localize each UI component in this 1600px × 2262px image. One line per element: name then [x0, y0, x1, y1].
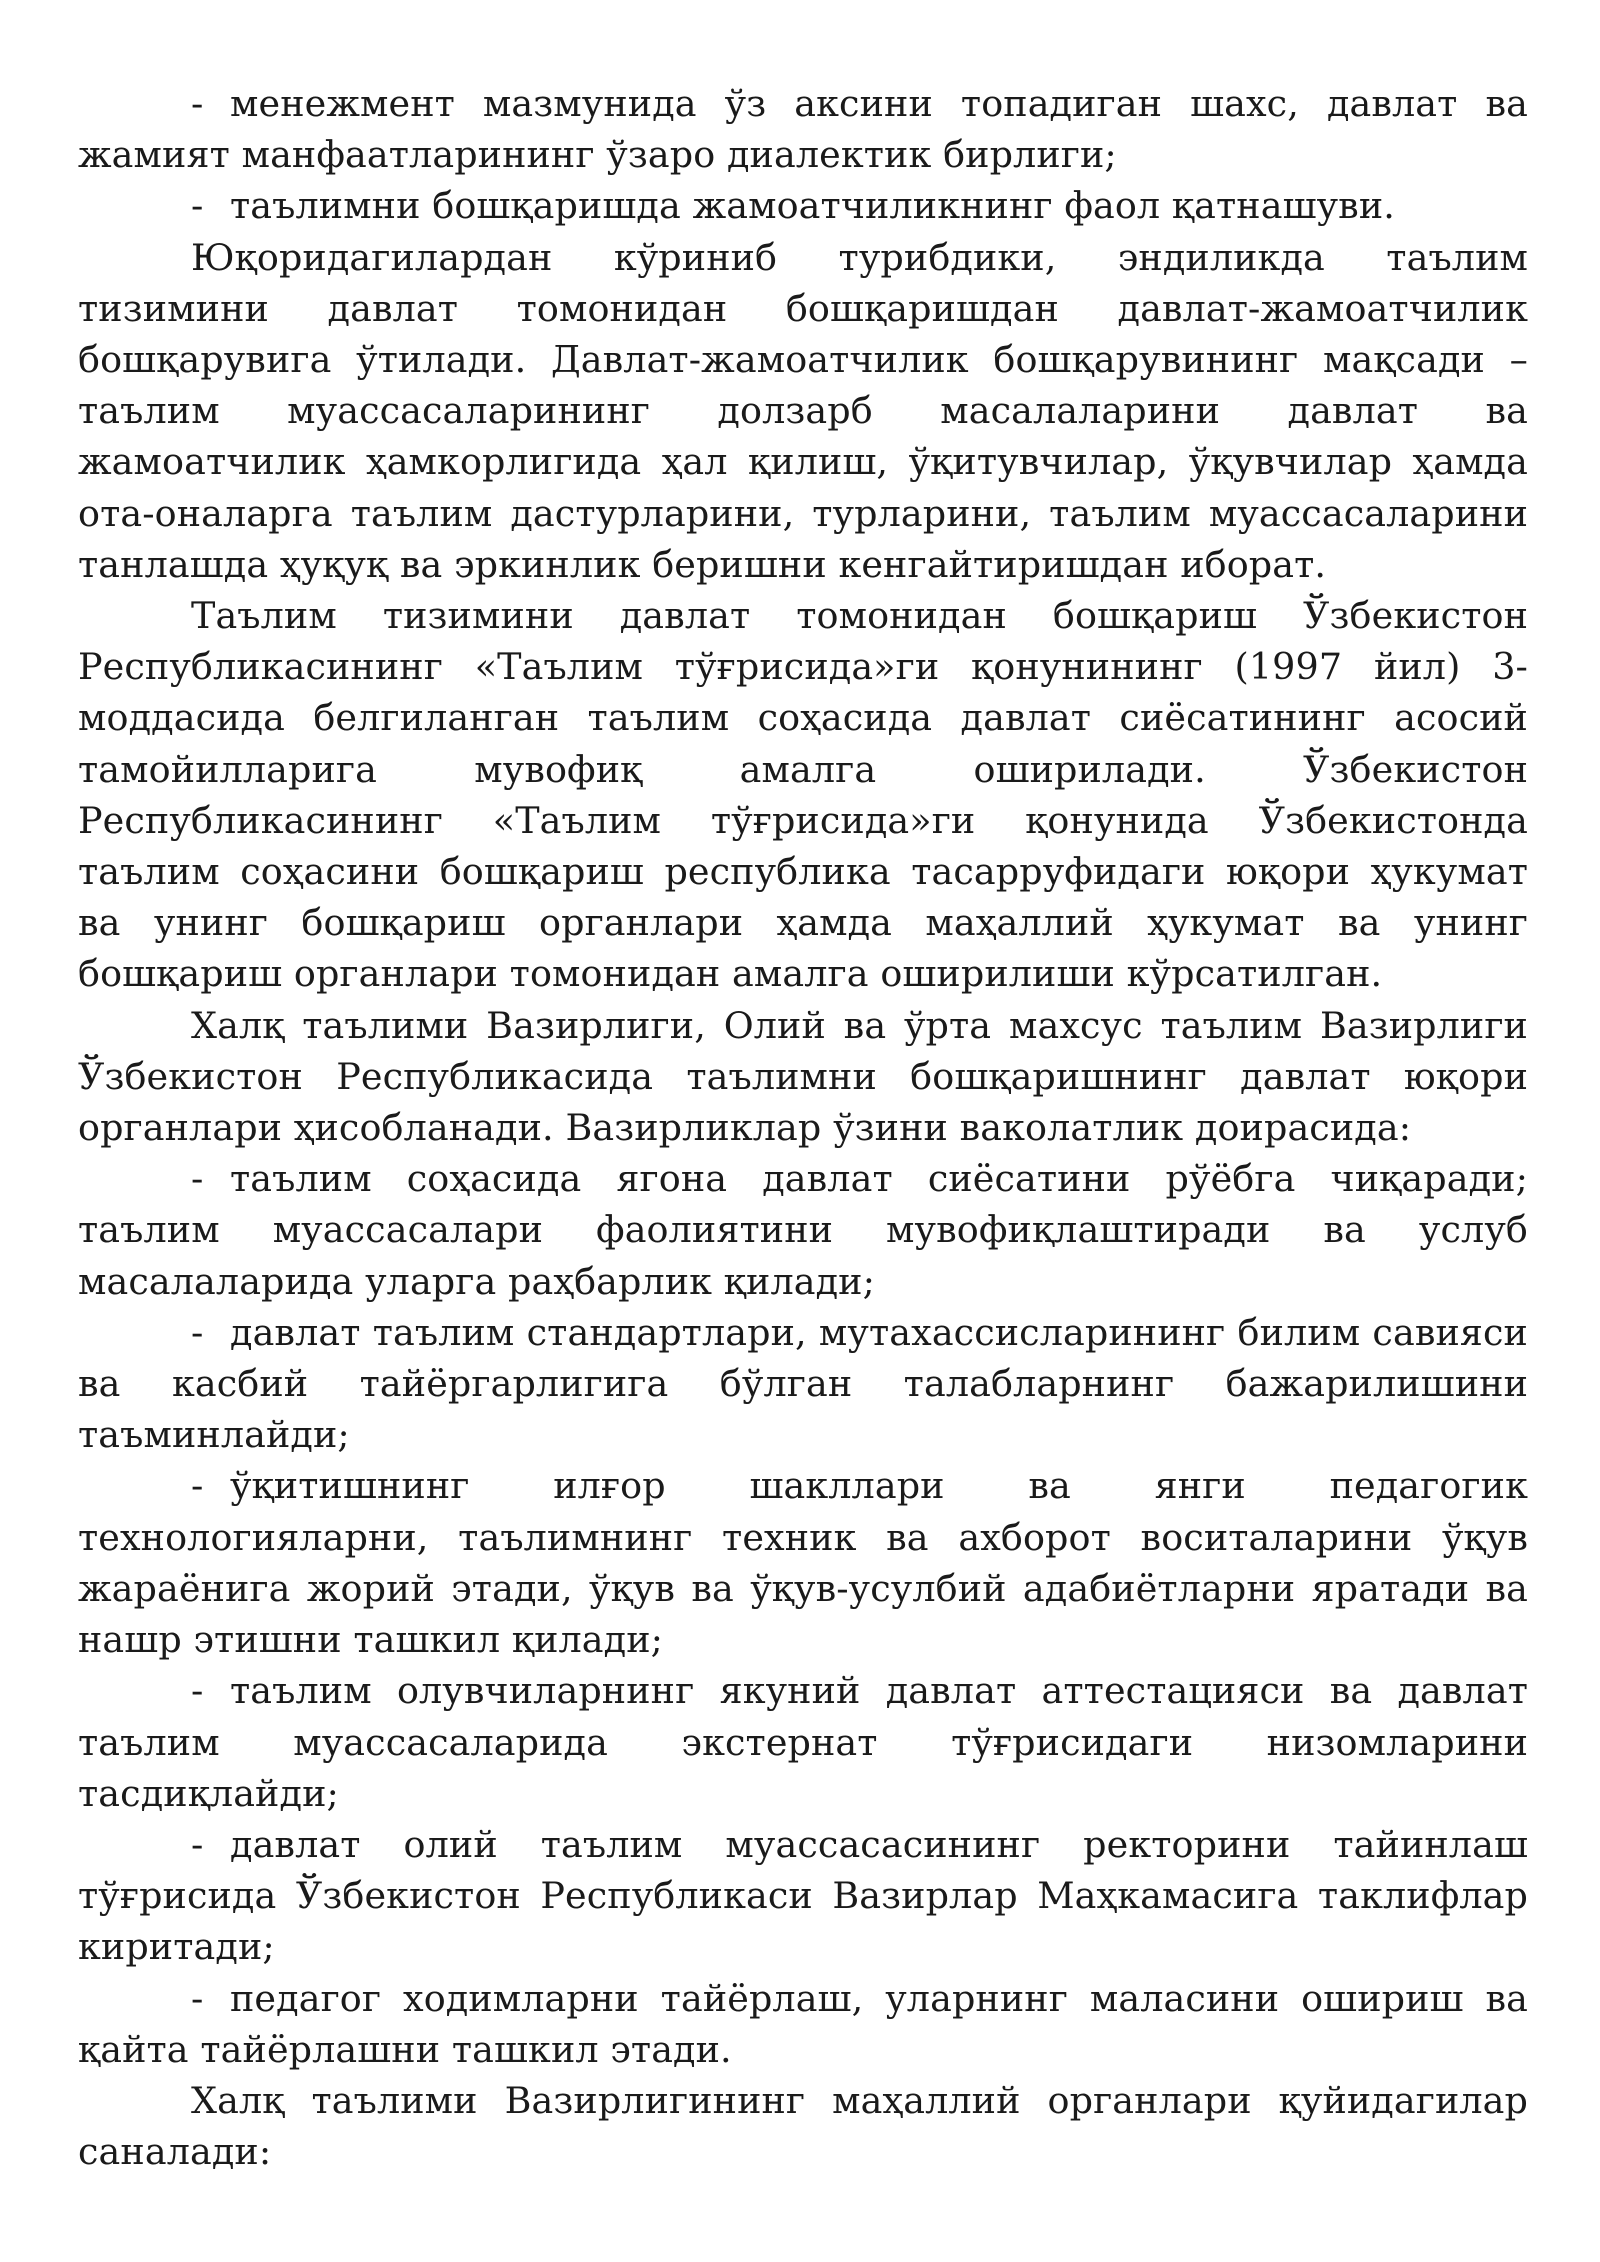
bullet-text: педагог ходимларни тайёрлаш, уларнинг маласини ошириш ва қайта тайёрлашни ташкил этади.	[78, 1976, 1528, 2071]
bullet-item	[78, 1153, 1528, 1307]
bullet-dash: -	[191, 1669, 204, 1713]
bullet-dash: -	[191, 1464, 204, 1508]
bullet-item	[78, 78, 1528, 180]
bullet-dash: -	[191, 1976, 204, 2020]
bullet-dash: -	[191, 1157, 204, 1201]
bullet-item	[78, 1973, 1528, 2075]
paragraph: Халқ таълими Вазирлиги, Олий ва ўрта махсус таълим Вазирлиги Ўзбекистон Республикасида таълимни бошқаришнинг давлат юқори органлари ҳисобланади. Вазирликлар ўзини ваколатлик доирасида:	[78, 1003, 1528, 1150]
bullet-item	[78, 1819, 1528, 1973]
bullet-item	[78, 1665, 1528, 1819]
bullet-text: давлат олий таълим муассасасининг ректорини тайинлаш тўғрисида Ўзбекистон Республикаси Вазирлар Маҳкамасига таклифлар киритади;	[78, 1822, 1528, 1969]
bullet-text: таълимни бошқаришда жамоатчиликнинг фаол қатнашуви.	[230, 184, 1395, 228]
bullet-dash: -	[191, 184, 204, 228]
bullet-item	[78, 1460, 1528, 1665]
bullet-dash: -	[191, 1310, 204, 1354]
bullet-text: ўқитишнинг илғор шакллари ва янги педагогик технологияларни, таълимнинг техник ва ахборот воситаларини ўқув жараёнига жорий этади, ўқув ва ўқув-усулбий адабиётларни яратади ва нашр этишни ташкил қилади;	[78, 1464, 1528, 1662]
bullet-item	[78, 1307, 1528, 1461]
bullet-text: таълим соҳасида ягона давлат сиёсатини рўёбга чиқаради; таълим муассасалари фаолиятини мувофиқлаштиради ва услуб масалаларида уларга раҳбарлик қилади;	[78, 1157, 1528, 1303]
bullet-dash: -	[191, 82, 204, 125]
bullet-dash: -	[191, 1822, 204, 1866]
bullet-text: менежмент мазмунида ўз аксини топадиган шахс, давлат ва жамият манфаатларининг ўзаро диалектик бирлиги;	[78, 82, 1528, 177]
bullet-item	[78, 180, 1528, 231]
bullet-text: давлат таълим стандартлари, мутахассисларининг билим савияси ва касбий тайёргарлигига бўлган талабларнинг бажарилишини таъминлайди;	[78, 1310, 1528, 1457]
paragraph: Таълим тизимини давлат томонидан бошқариш Ўзбекистон Республикасининг «Таълим тўғрисида»ги қонунининг (1997 йил) 3-моддасида белгиланган таълим соҳасида давлат сиёсатининг асосий тамойилларига мувофиқ амалга оширилади. Ўзбекистон Республикасининг «Таълим тўғрисида»ги қонунида Ўзбекистонда таълим соҳасини бошқариш республика тасарруфидаги юқори ҳукумат ва унинг бошқариш органлари ҳамда маҳаллий ҳукумат ва унинг бошқариш органлари томонидан амалга оширилиши кўрсатилган.	[78, 594, 1528, 996]
paragraph: Халқ таълими Вазирлигининг маҳаллий органлари қуйидагилар саналади:	[78, 2078, 1528, 2174]
bullet-text: таълим олувчиларнинг якуний давлат аттестацияси ва давлат таълим муассасаларида экстернат тўғрисидаги низомларини тасдиқлайди;	[78, 1669, 1528, 1815]
document-page	[78, 78, 1528, 2177]
paragraph: Юқоридагилардан кўриниб турибдики, эндиликда таълим тизимини давлат томонидан бошқаришдан давлат-жамоатчилик бошқарувига ўтилади. Давлат-жамоатчилик бошқарувининг мақсади –таълим муассасаларининг долзарб масалаларини давлат ва жамоатчилик ҳамкорлигида ҳал қилиш, ўқитувчилар, ўқувчилар ҳамда ота-оналарга таълим дастурларини, турларини, таълим муассасаларини танлашда ҳуқуқ ва эркинлик беришни кенгайтиришдан иборат.	[78, 235, 1528, 586]
